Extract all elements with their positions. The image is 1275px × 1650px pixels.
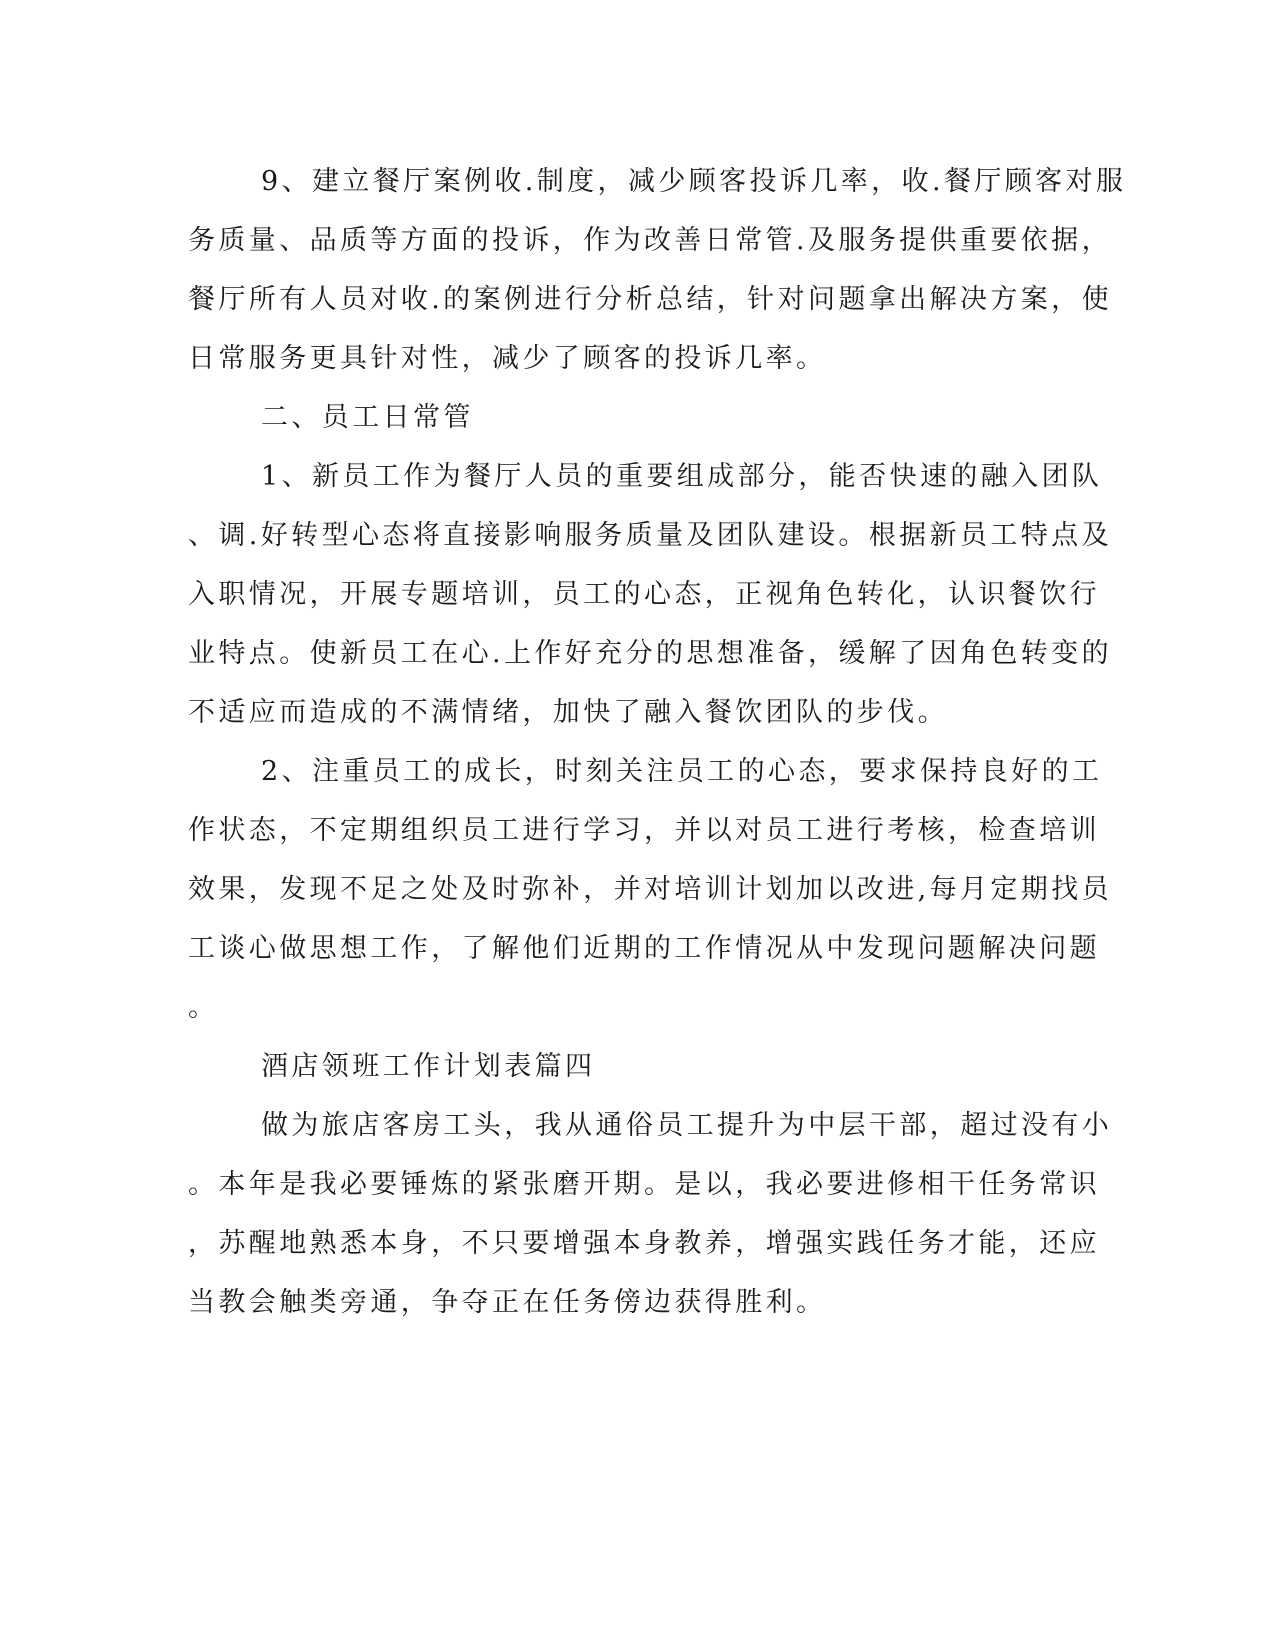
text-line-03: 餐厅所有人员对收.的案例进行分析总结，针对问题拿出解决方案，使 (188, 284, 1112, 315)
text-line-15: 。 (188, 992, 219, 1023)
text-line-17: 做为旅店客房工头，我从通俗员工提升为中层干部，超过没有小 (261, 1110, 1113, 1141)
section-heading-employee-management: 二、员工日常管 (261, 402, 474, 433)
text-line-01: 9、建立餐厅案例收.制度，减少顾客投诉几率，收.餐厅顾客对服 (261, 166, 1127, 197)
text-line-20: 当教会触类旁通，争夺正在任务傍边获得胜利。 (188, 1287, 827, 1318)
text-line-09: 业特点。使新员工在心.上作好充分的思想准备，缓解了因角色转变的 (188, 638, 1112, 669)
text-line-12: 作状态，不定期组织员工进行学习，并以对员工进行考核，检查培训 (188, 815, 1100, 846)
text-line-11: 2、注重员工的成长，时刻关注员工的心态，要求保持良好的工 (261, 756, 1103, 787)
section-heading-plan-part-four: 酒店领班工作计划表篇四 (261, 1051, 596, 1082)
text-line-04: 日常服务更具针对性，减少了顾客的投诉几率。 (188, 343, 827, 374)
text-line-02: 务质量、品质等方面的投诉，作为改善日常管.及服务提供重要依据， (188, 225, 1112, 256)
text-line-14: 工谈心做思想工作，了解他们近期的工作情况从中发现问题解决问题 (188, 933, 1100, 964)
text-line-18: 。本年是我必要锤炼的紧张磨开期。是以，我必要进修相干任务常识 (188, 1169, 1100, 1200)
text-line-07: 、调.好转型心态将直接影响服务质量及团队建设。根据新员工特点及 (188, 520, 1112, 551)
text-line-13: 效果，发现不足之处及时弥补，并对培训计划加以改进,每月定期找员 (188, 874, 1112, 905)
text-line-10: 不适应而造成的不满情绪，加快了融入餐饮团队的步伐。 (188, 697, 948, 728)
text-line-06: 1、新员工作为餐厅人员的重要组成部分，能否快速的融入团队 (261, 461, 1103, 492)
text-line-08: 入职情况，开展专题培训，员工的心态，正视角色转化，认识餐饮行 (188, 579, 1100, 610)
text-line-19: ，苏醒地熟悉本身，不只要增强本身教养，增强实践任务才能，还应 (188, 1228, 1100, 1259)
